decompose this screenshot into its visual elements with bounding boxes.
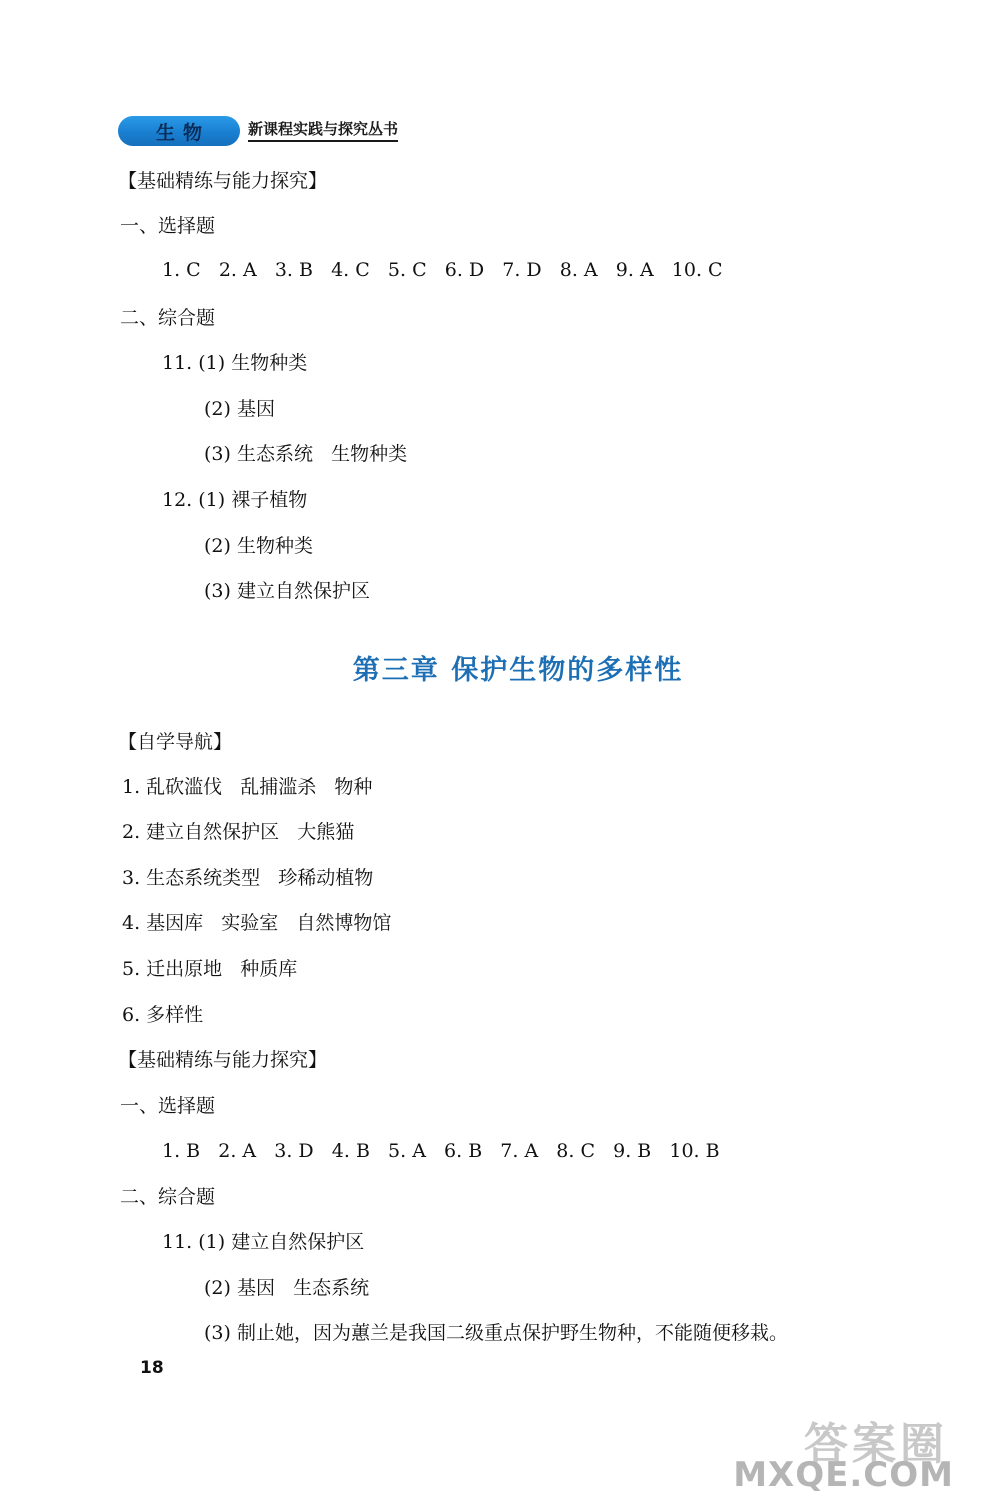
watermark-logo: 答案圈 bbox=[804, 1419, 948, 1470]
self-study-item: 5. 迁出原地 种质库 bbox=[122, 958, 298, 980]
answer-line: (3) 制止她，因为蕙兰是我国二级重点保护野生物种，不能随便移栽。 bbox=[204, 1322, 788, 1344]
answer-line: (2) 基因 bbox=[204, 398, 275, 420]
self-study-item: 1. 乱砍滥伐 乱捕滥杀 物种 bbox=[122, 776, 373, 798]
mc-answers-2: 1. B 2. A 3. D 4. B 5. A 6. B 7. A 8. C 9. B 10. B bbox=[162, 1140, 720, 1162]
series-title: 新课程实践与探究丛书 bbox=[248, 120, 398, 142]
mc-answers-1: 1. C 2. A 3. B 4. C 5. C 6. D 7. D 8. A 9. A 10. C bbox=[162, 259, 723, 281]
answer-line: 11. (1) 生物种类 bbox=[162, 352, 308, 374]
self-study-item: 2. 建立自然保护区 大熊猫 bbox=[122, 821, 355, 843]
section-heading-basic-practice-1: 【基础精练与能力探究】 bbox=[118, 170, 328, 192]
self-study-item: 4. 基因库 实验室 自然博物馆 bbox=[122, 912, 392, 934]
page-number: 18 bbox=[140, 1358, 164, 1378]
page-header bbox=[118, 114, 398, 148]
section-heading-basic-practice-2: 【基础精练与能力探究】 bbox=[118, 1049, 328, 1071]
answer-line: (2) 生物种类 bbox=[204, 535, 313, 557]
chapter-title: 第三章 保护生物的多样性 bbox=[352, 655, 684, 686]
mc-heading-2: 一、选择题 bbox=[120, 1095, 216, 1117]
comp-heading-2: 二、综合题 bbox=[120, 1186, 216, 1208]
section-heading-self-study: 【自学导航】 bbox=[118, 731, 233, 753]
answer-line: 12. (1) 裸子植物 bbox=[162, 489, 308, 511]
watermark-url: MXQE.COM bbox=[733, 1455, 954, 1495]
answer-line: (2) 基因 生态系统 bbox=[204, 1277, 370, 1299]
answer-line: (3) 建立自然保护区 bbox=[204, 580, 370, 602]
answer-line: 11. (1) 建立自然保护区 bbox=[162, 1231, 365, 1253]
comp-heading-1: 二、综合题 bbox=[120, 307, 216, 329]
subject-badge: 生物 bbox=[118, 116, 240, 146]
mc-heading-1: 一、选择题 bbox=[120, 215, 216, 237]
self-study-item: 3. 生态系统类型 珍稀动植物 bbox=[122, 867, 374, 889]
self-study-item: 6. 多样性 bbox=[122, 1004, 204, 1026]
answer-line: (3) 生态系统 生物种类 bbox=[204, 443, 408, 465]
